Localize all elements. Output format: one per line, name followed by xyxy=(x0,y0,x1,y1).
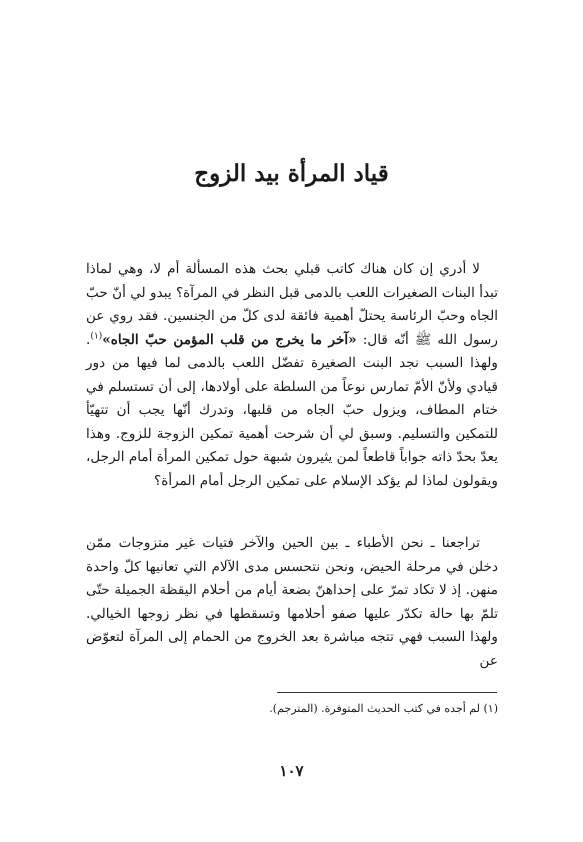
footnote-reference: (١) xyxy=(90,330,103,341)
paragraph-1-part-b: . ولهذا السبب نجد البنت الصغيرة تفضّل اللعب بالدمى لما فيها من دور قيادي ولأنّ الأمّ تمارس نوعاً من السلطة على أولادها، إلى أن تستسلم في ختام المطاف، ويزول حبّ الجاه من قلبها، وتدرك أنّها يجب أن تتهيّأ للتمكين والتسليم. وسبق لي أن شرحت أهمية تمكين الزوجة للزوج. وهذا يعدّ بحدّ ذاته جواباً قاطعاً لمن يثيرون شبهة حول تمكين المرأة أمام الرجل، ويقولون لماذا لم يؤكد الإسلام على تمكين الرجل أمام المرأة؟ xyxy=(86,331,498,489)
paragraph-1-text xyxy=(86,258,498,493)
paragraph-1-part-a: لا أدري إن كان هناك كاتب قبلي بحث هذه المسألة أم لا، وهي لماذا تبدأ البنات الصغيرات اللعب بالدمى قبل النظر في المرآة؟ يبدو لي أنّ حبّ الجاه وحبّ الرئاسة يحتلّ أهمية فائقة لدى كلّ من الجنسين. فقد روي عن رسول الله ﷺ أنّه قال: xyxy=(86,261,498,348)
paragraph-2 xyxy=(86,532,498,673)
paragraph-2-text: تراجعنا ـ نحن الأطباء ـ بين الحين والآخر فتيات غير متزوجات ممّن دخلن في مرحلة الحيض، ونحن نتحسس مدى الآلام التي تعانيها كلّ واحدة منهن. إذ لا تكاد تمرّ على إحداهنّ بضعة أيام من أحلام اليقظة الجميلة حتّى تلمّ بها حالة تكدّر عليها صفو أحلامها وتسقطها في نظر زوجها الخيالي. ولهذا السبب فهي تتجه مباشرة بعد الخروج من الحمام إلى المرآة لتعوّض عن xyxy=(86,535,498,669)
chapter-title: قياد المرأة بيد الزوج xyxy=(194,160,389,187)
paragraph-1 xyxy=(86,258,498,493)
footnote-divider xyxy=(277,692,497,693)
hadith-quote: «آخر ما يخرج من قلب المؤمن حبّ الجاه» xyxy=(102,331,357,348)
page-number: ١٠٧ xyxy=(279,762,304,780)
footnote: (١) لم أجده في كتب الحديث المتوفرة. (المترجم). xyxy=(269,702,498,715)
